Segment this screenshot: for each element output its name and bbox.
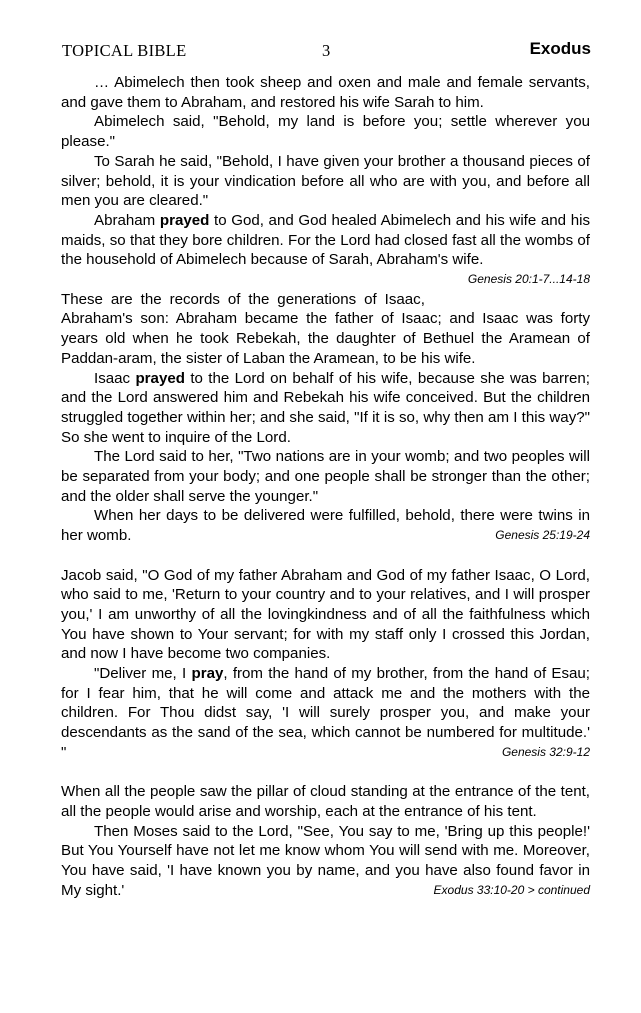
scripture-reference: Exodus 33:10-20 > continued (433, 882, 590, 897)
scripture-passage (61, 73, 590, 287)
scripture-reference: Genesis 32:9-12 (501, 744, 590, 759)
paragraph (61, 782, 590, 821)
text-run: Then Moses said to the Lord, "See, You say to me, 'Bring up this people!' But You Yourself have not let me know whom You will send with me. Moreover, You have said, 'I have known you by name, and you have also found favor in My sight.' (61, 822, 590, 899)
text-run: Isaac (94, 369, 136, 387)
paragraph (61, 290, 590, 369)
paragraph (61, 152, 590, 211)
page-body (61, 73, 590, 920)
text-run: When all the people saw the pillar of cloud standing at the entrance of the tent, all the people would arise and worship, each at the entrance of his tent. (61, 783, 590, 820)
text-run: , from the hand of my brother, from the hand of Esau; for I fear him, that he will come and attack me and the mothers with the children. For Thou didst say, 'I will surely prosper you, and make your descendants as the sand of the sea, which cannot be numbered for multitude.' " (61, 665, 590, 761)
paragraph (61, 73, 590, 112)
paragraph (61, 506, 590, 545)
paragraph (61, 447, 590, 506)
text-run: To Sarah he said, "Behold, I have given your brother a thousand pieces of silver; behold, it is your vindication before all who are with you, and before all men you are cleared." (61, 152, 590, 210)
paragraph (61, 664, 590, 763)
paragraph (61, 822, 590, 901)
text-run: The Lord said to her, "Two nations are in your womb; and two peoples will be separated from your body; and one people shall be stronger than the other; and the older shall serve the younger." (61, 448, 590, 505)
page-header (62, 39, 591, 61)
text-run: Jacob said, "O God of my father Abraham and God of my father Isaac, O Lord, who said to me, 'Return to your country and to your relatives, and I will prosper you,' I am unworthy of all the lovingkindness and of all the faithfulness which You have shown to Your servant; for with my staff only I crossed this Jordan, and now I have become two companies. (61, 566, 590, 663)
paragraph (61, 566, 590, 665)
text-run: Abraham (94, 211, 160, 229)
text-run: "Deliver me, I (94, 665, 192, 683)
paragraph (61, 211, 590, 287)
keyword-highlight: pray (191, 665, 224, 683)
text-run: to the Lord on behalf of his wife, because she was barren; and the Lord answered him and Rebekah his wife conceived. But the children struggled together within her; and she said, "If it is so, why then am I this way?" So she went to inquire of the Lord. (61, 369, 590, 446)
keyword-highlight: prayed (159, 211, 210, 229)
scripture-reference: Genesis 25:19-24 (495, 528, 590, 543)
paragraph (61, 369, 590, 448)
text-run: These are the records of the generations of Isaac, Abraham's son: Abraham became the father of Isaac; and Isaac was forty years old when he took Rebekah, the daughter of Bethuel the Aramean of Paddan-aram, the sister of Laban the Aramean, to be his wife. (61, 290, 590, 367)
book-series-title: TOPICAL BIBLE (62, 41, 187, 60)
scripture-passage (61, 782, 590, 900)
text-run: to God, and God healed Abimelech and his wife and his maids, so that they bore children. For the Lord had closed fast all the wombs of the household of Abimelech because of Sarah, Abraham's wife. (61, 211, 590, 269)
scripture-passage (61, 566, 590, 763)
paragraph (61, 112, 590, 151)
text-run: Abimelech said, "Behold, my land is before you; settle wherever you please." (61, 113, 590, 151)
text-run: … Abimelech then took sheep and oxen and male and female servants, and gave them to Abraham, and restored his wife Sarah to him. (61, 74, 590, 111)
scripture-reference: Genesis 20:1-7...14-18 (467, 272, 590, 287)
scripture-passage (61, 290, 590, 546)
book-name: Exodus (529, 39, 591, 58)
page-number: 3 (322, 41, 331, 60)
text-run: When her days to be delivered were fulfilled, behold, there were twins in her womb. (61, 507, 590, 545)
keyword-highlight: prayed (135, 369, 185, 387)
